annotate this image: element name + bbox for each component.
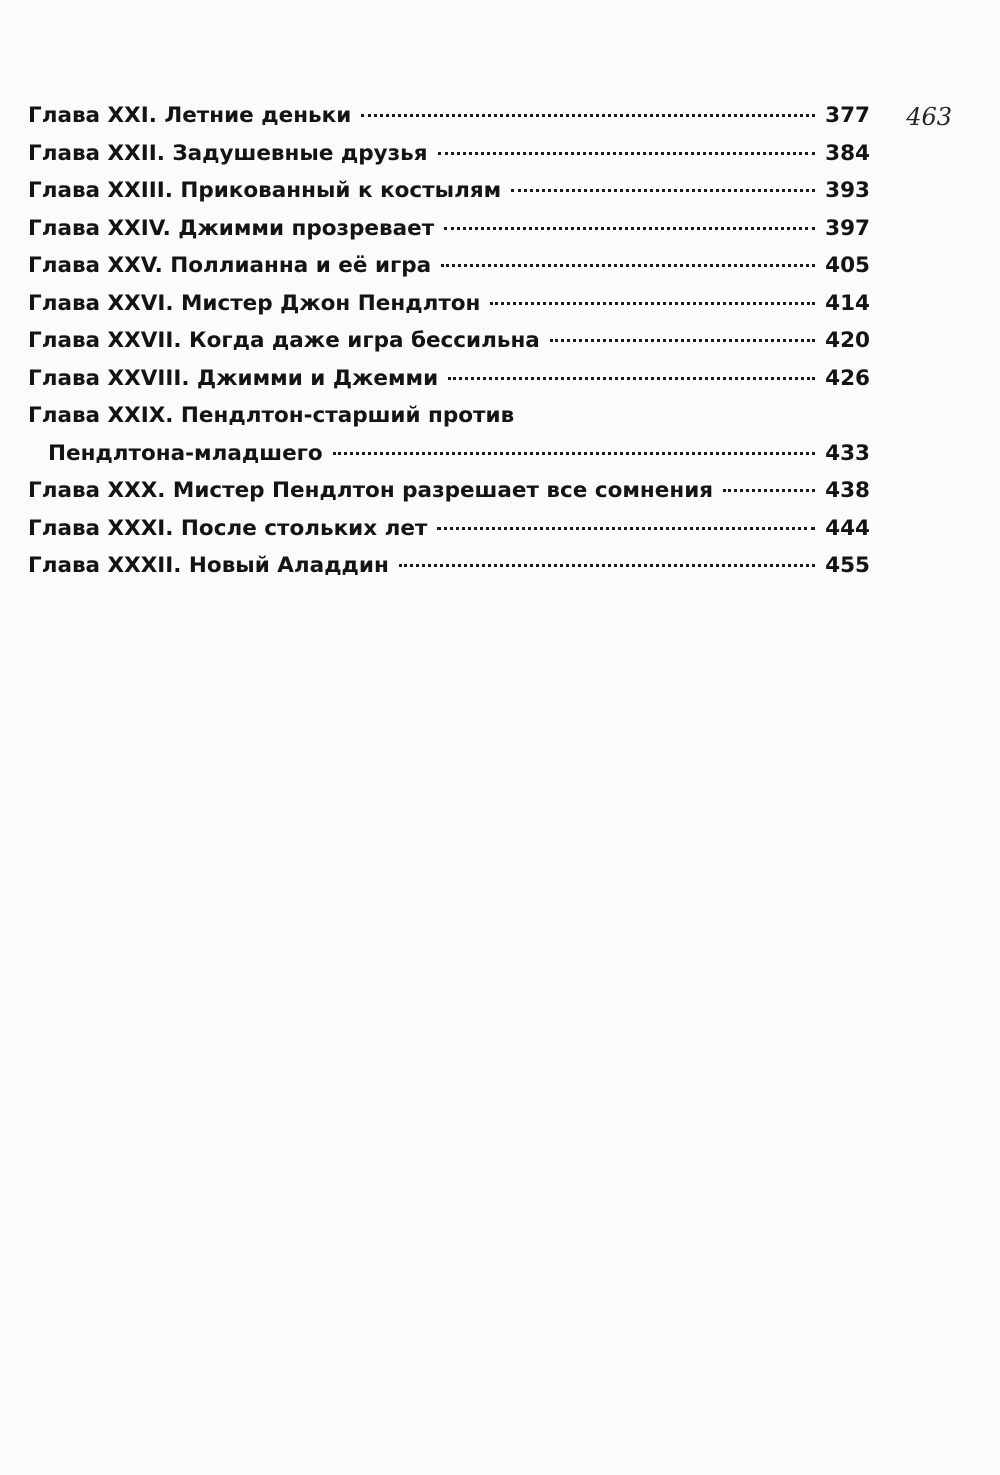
toc-entry — [28, 291, 870, 329]
dot-leader — [333, 452, 815, 455]
dot-leader — [490, 302, 815, 305]
toc-entry-first-line — [28, 403, 870, 441]
dot-leader — [511, 189, 815, 192]
dot-leader — [444, 227, 815, 230]
dot-leader — [448, 377, 815, 380]
dot-leader — [361, 114, 815, 117]
toc-entry-page: 455 — [825, 553, 870, 578]
toc-entry — [28, 516, 870, 554]
toc-entry-page: 377 — [825, 103, 870, 128]
dot-leader — [437, 527, 815, 530]
toc-entry — [28, 253, 870, 291]
toc-entry-page: 433 — [825, 440, 870, 466]
toc-entry-title: Глава XXXII. Новый Аладдин — [28, 553, 389, 578]
toc-entry-title: Глава XXIV. Джимми прозревает — [28, 215, 435, 241]
toc-entry — [28, 103, 870, 141]
toc-entry-title: Глава XXX. Мистер Пендлтон разрешает все сомнения — [28, 478, 714, 503]
toc-entry-title: Глава XXVI. Мистер Джон Пендлтон — [28, 290, 481, 316]
toc-entry-title: Глава XXIX. Пендлтон-старший против — [28, 403, 515, 428]
toc-entry-page: 397 — [825, 215, 870, 241]
toc-entry — [28, 178, 870, 216]
toc-entry-page: 420 — [825, 328, 870, 353]
toc-entry — [28, 328, 870, 366]
toc-entry-continuation — [28, 441, 870, 479]
toc-entry-title: Глава XXXI. После стольких лет — [28, 515, 428, 541]
toc-entry-page: 414 — [825, 290, 870, 316]
dot-leader — [399, 564, 815, 567]
toc-entry — [28, 141, 870, 179]
toc-entry — [28, 366, 870, 404]
toc-entry-title-continuation: Пендлтона-младшего — [48, 440, 323, 466]
toc-entry-page: 405 — [825, 253, 870, 278]
toc-entry-page: 384 — [825, 140, 870, 166]
toc-entry-title: Глава XXVII. Когда даже игра бессильна — [28, 328, 540, 353]
toc-entry — [28, 478, 870, 516]
toc-entry-page: 438 — [825, 478, 870, 503]
table-of-contents — [28, 103, 870, 591]
page-number: 463 — [906, 103, 952, 131]
toc-entry — [28, 216, 870, 254]
dot-leader — [441, 264, 815, 267]
dot-leader — [438, 152, 816, 155]
toc-entry-title: Глава XXVIII. Джимми и Джемми — [28, 365, 439, 391]
toc-entry — [28, 553, 870, 591]
dot-leader — [723, 489, 815, 492]
toc-entry-title: Глава XXI. Летние деньки — [28, 103, 352, 128]
toc-entry-page: 444 — [825, 515, 870, 541]
toc-entry-page: 393 — [825, 178, 870, 203]
dot-leader — [550, 339, 815, 342]
toc-entry-title: Глава XXIII. Прикованный к костылям — [28, 178, 502, 203]
toc-entry-page: 426 — [825, 365, 870, 391]
toc-entry-title: Глава XXII. Задушевные друзья — [28, 140, 428, 166]
toc-entry-title: Глава XXV. Поллианна и её игра — [28, 253, 432, 278]
